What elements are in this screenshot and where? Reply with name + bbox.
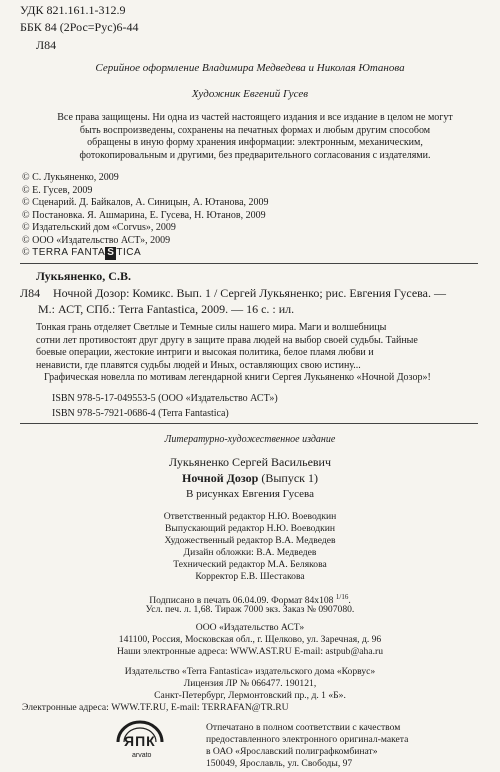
copyright-line: © Сценарий. Д. Байкалов, А. Синицын, А. Ютанова, 2009 <box>22 197 269 208</box>
copyright-line: © С. Лукьяненко, 2009 <box>22 172 119 183</box>
copyright-line: © Издательский дом «Corvus», 2009 <box>22 222 176 233</box>
staff-list <box>0 511 500 583</box>
format-fraction: 1/16 <box>335 593 349 601</box>
publisher-line: Наши электронные адреса: WWW.AST.RU E-mail: astpub@aha.ru <box>116 646 383 657</box>
printer-line: Отпечатано в полном соответствии с качеством <box>206 722 401 733</box>
staff-line: Выпускающий редактор Н.Ю. Воеводкин <box>164 523 336 534</box>
printer-logo-text: ЯПК <box>124 733 156 749</box>
edition-type: Литературно-художественное издание <box>164 434 336 445</box>
publisher-line: 141100, Россия, Московская обл., г. Щелково, ул. Заречная, д. 96 <box>118 634 382 645</box>
publisher-line: Издательство «Terra Fantastica» издательского дома «Корвус» <box>124 666 376 677</box>
printer-logo <box>104 720 184 764</box>
rights-notice <box>20 112 490 162</box>
printer-info <box>206 722 486 770</box>
print-run: Усл. печ. л. 1,68. Тираж 7000 экз. Заказ № 0907080. <box>145 604 355 615</box>
publisher-line: Электронные адреса: WWW.TF.RU, E-mail: TERRAFAN@TR.RU <box>22 702 289 713</box>
copyright-line: © Е. Гусев, 2009 <box>22 184 93 196</box>
annotation-line: ненависти, где плавятся судьбы людей и Иных, оставляющих свою истину... <box>36 359 361 371</box>
book-issue: (Выпуск 1) <box>258 471 318 485</box>
publisher-line: Лицензия ЛР № 066477. 190121, <box>183 678 317 689</box>
isbn-terra: ISBN 978-5-7921-0686-4 (Terra Fantastica) <box>52 408 229 419</box>
bbk-code: ББК 84 (2Рос=Рус)6-44 <box>20 20 139 34</box>
terra-fantastica-logo: TERRA FANTA S TICA <box>32 247 142 258</box>
ast-publisher <box>0 622 500 658</box>
catalog-annotation <box>36 322 481 385</box>
annotation-line: боевые операции, жестокие интриги и высокая политика, белое пламя любви и <box>36 347 374 358</box>
terra-publisher <box>0 666 500 714</box>
artist-credit: Художник Евгений Гусев <box>191 88 309 100</box>
isbn-ast: ISBN 978-5-17-049553-5 (ООО «Издательство АСТ») <box>52 393 278 404</box>
printer-line: предоставленного электронного оригинал-макета <box>206 734 409 745</box>
rights-line: обращены в иную форму хранения информации: электронным, механическим, <box>87 137 423 148</box>
terra-fantastica-copyright <box>22 247 442 260</box>
staff-line: Художественный редактор В.А. Медведев <box>164 535 336 546</box>
annotation-line: сотни лет противостоят друг другу в защите права людей на выбор своей судьбы. Тайные <box>36 334 418 346</box>
printer-logo-sub: arvato <box>132 752 152 759</box>
illustrations-credit: В рисунках Евгения Гусева <box>186 488 314 500</box>
copyright-line: © Постановка. Я. Ашмарина, Е. Гусева, Н. Ютанов, 2009 <box>22 209 266 221</box>
catalog-code: Л84 <box>20 286 41 300</box>
staff-line: Дизайн обложки: В.А. Медведев <box>183 547 317 558</box>
divider <box>20 263 478 264</box>
printer-line: 150049, Ярославль, ул. Свободы, 97 <box>206 758 353 769</box>
catalog-author: Лукьяненко, С.В. <box>36 269 131 283</box>
staff-line: Технический редактор М.А. Белякова <box>173 559 327 570</box>
annotation-line: Тонкая грань отделяет Светлые и Темные силы нашего мира. Маги и волшебницы <box>36 322 387 333</box>
imprint-author: Лукьяненко Сергей Васильевич <box>168 455 332 469</box>
printer-line: в ОАО «Ярославский полиграфкомбинат» <box>206 746 378 757</box>
staff-line: Ответственный редактор Н.Ю. Воеводкин <box>163 511 337 522</box>
rights-line: Все права защищены. Ни одна из частей настоящего издания и все издание в целом не могут <box>57 112 453 123</box>
catalog-imprint-line: М.: АСТ, СПб.: Terra Fantastica, 2009. — 16 с. : ил. <box>38 302 295 316</box>
annotation-line: Графическая новелла по мотивам легендарной книги Сергея Лукьяненко «Ночной Дозор»! <box>44 372 431 383</box>
author-mark: Л84 <box>36 38 57 52</box>
rights-line: фотокопировальным и другими, без предварительного согласования с издателями. <box>79 149 431 161</box>
publisher-line: ООО «Издательство АСТ» <box>195 622 305 633</box>
divider <box>20 423 478 424</box>
signed-to-print: Подписано в печать 06.04.09. Формат 84х108 $^{1/16}$. <box>149 593 351 607</box>
publisher-line: Санкт-Петербург, Лермонтовский пр., д. 1 «Б». <box>154 690 346 701</box>
staff-line: Корректор Е.В. Шестакова <box>195 571 305 582</box>
imprint-title <box>0 471 500 485</box>
rights-line: быть воспроизведены, сохранены на печатных формах и любым другим способом <box>79 124 431 136</box>
catalog-title-line: Ночной Дозор: Комикс. Вып. 1 / Сергей Лукьяненко; рис. Евгения Гусева. — <box>53 286 446 300</box>
udk-code: УДК 821.161.1-312.9 <box>20 3 126 17</box>
copyright-list <box>22 172 442 260</box>
copyright-symbol: © <box>22 247 30 258</box>
series-design-credit: Серийное оформление Владимира Медведева и Николая Ютанова <box>95 62 405 74</box>
book-title: Ночной Дозор <box>182 471 259 485</box>
copyright-line: © ООО «Издательство АСТ», 2009 <box>22 234 171 246</box>
